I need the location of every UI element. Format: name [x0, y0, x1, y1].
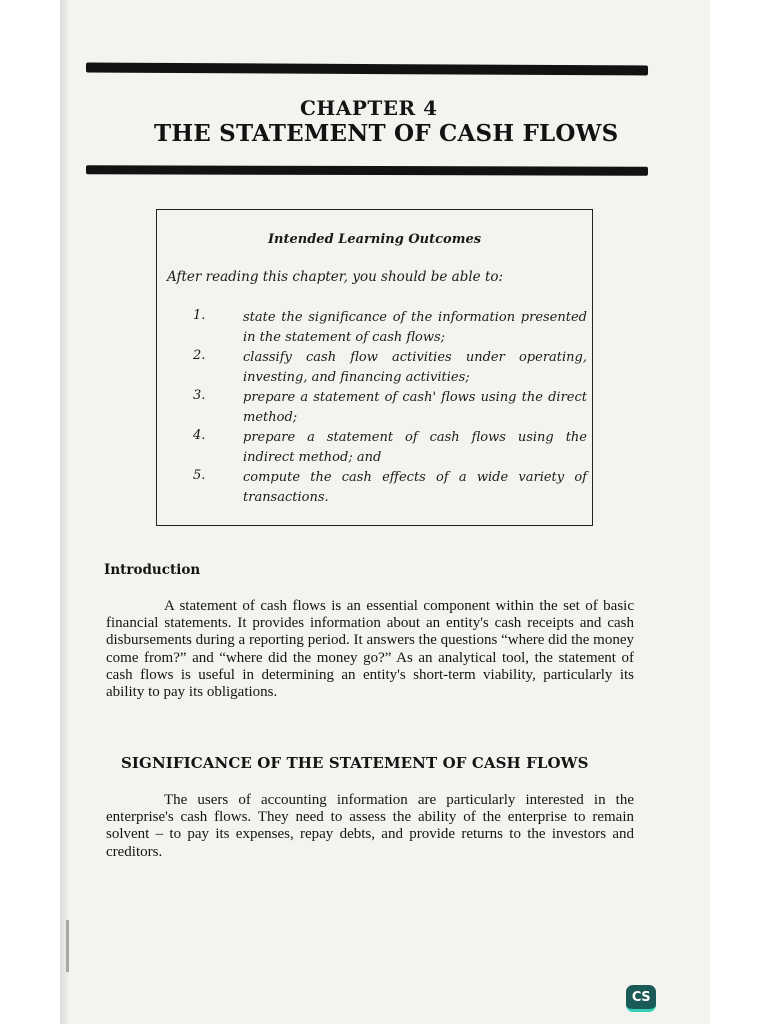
significance-heading: SIGNIFICANCE OF THE STATEMENT OF CASH FLOWS	[121, 754, 589, 772]
header-rule-bottom	[86, 165, 648, 175]
chapter-title: THE STATEMENT OF CASH FLOWS	[154, 120, 619, 147]
chapter-number: CHAPTER 4	[300, 96, 438, 120]
introduction-paragraph: A statement of cash flows is an essential component within the set of basic financial statements. It provides information about an entity's cash receipts and cash disbursements during a reporting period. It answers the questions “where did the money come from?” and “where did the money go?” As an analytical tool, the statement of cash flows is useful in determining an entity's short-term viability, particularly its ability to pay its obligations.	[106, 598, 634, 701]
introduction-label: Introduction	[104, 562, 201, 578]
badge-label: CS	[631, 989, 651, 1005]
list-item-text: compute the cash effects of a wide variety of transactions.	[243, 470, 587, 505]
learning-outcomes-intro: After reading this chapter, you should be able to:	[167, 269, 504, 285]
list-item-number: 1.	[193, 308, 206, 323]
list-item-number: 5.	[193, 468, 206, 483]
list-item-text: prepare a statement of cash' flows using the direct method;	[243, 390, 587, 425]
list-item-number: 2.	[193, 348, 206, 363]
list-item-text: state the significance of the information presented in the statement of cash flows;	[243, 310, 587, 345]
learning-outcomes-box	[156, 209, 593, 526]
learning-outcomes-heading: Intended Learning Outcomes	[267, 232, 482, 247]
list-item-text: classify cash flow activities under operating, investing, and financing activities;	[243, 350, 587, 385]
page-edge-shadow	[60, 0, 70, 1024]
list-item-number: 3.	[193, 388, 206, 403]
camscanner-logo-icon	[626, 985, 656, 1012]
list-item-text: prepare a statement of cash flows using the indirect method; and	[243, 430, 587, 465]
list-item-number: 4.	[193, 428, 206, 443]
significance-paragraph: The users of accounting information are particularly interested in the enterprise's cash flows. They need to assess the ability of the enterprise to remain solvent – to pay its expenses, repay debts, and provide returns to the investors and creditors.	[106, 792, 634, 860]
binding-mark	[66, 920, 69, 972]
